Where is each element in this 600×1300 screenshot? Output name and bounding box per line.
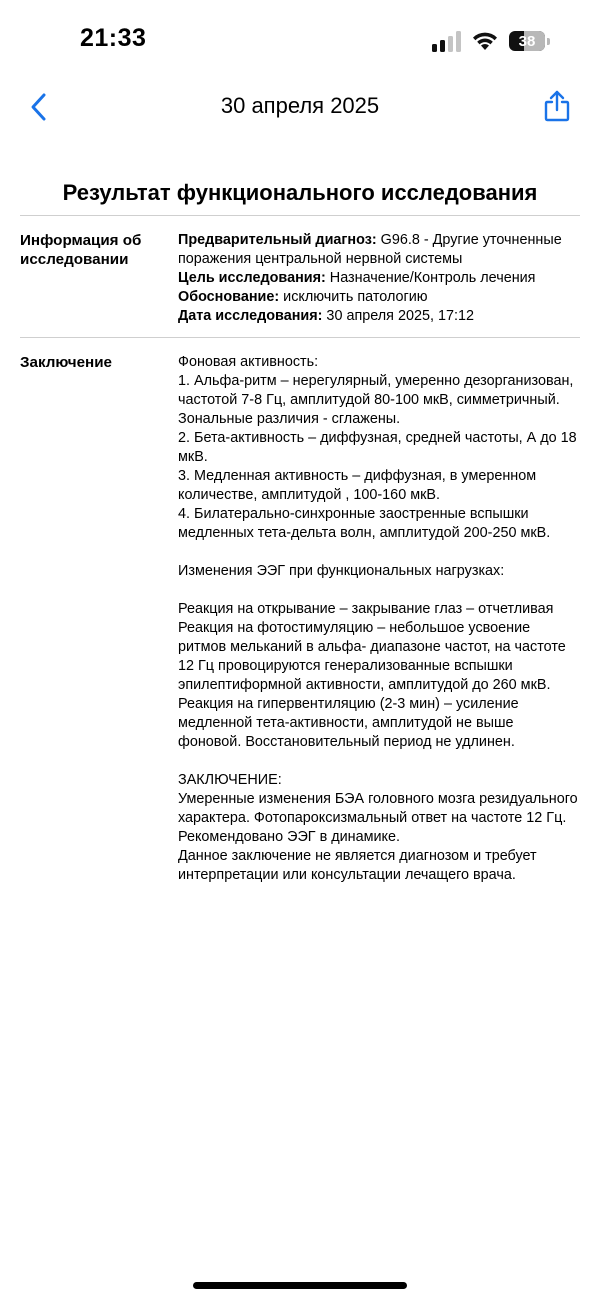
field-key: Обоснование: [178, 289, 280, 305]
field-value: исключить патологию [279, 289, 428, 305]
conclusion-paragraph: Фоновая активность: [178, 354, 319, 370]
share-icon [544, 90, 570, 122]
divider [20, 215, 580, 216]
home-indicator[interactable] [193, 1282, 407, 1289]
conclusion-paragraph: Умеренные изменения БЭА головного мозга резидуального характера. Фотопароксизмальный ответ на частоте 12 Гц. [178, 791, 578, 826]
conclusion-section-body [178, 353, 580, 885]
info-field [178, 288, 580, 307]
info-section-body [178, 231, 580, 326]
conclusion-paragraph: Реакция на открывание – закрывание глаз – отчетливая [178, 601, 554, 617]
status-time: 21:33 [80, 24, 147, 52]
conclusion-paragraph: ЗАКЛЮЧЕНИЕ: [178, 772, 282, 788]
conclusion-paragraph: Реакция на гипервентиляцию (2-3 мин) – усиление медленной тета-активности, амплитудой не выше фоновой. Восстановительный период не удлинен. [178, 696, 519, 750]
info-section-label: Информация об исследовании [20, 232, 142, 268]
info-section [20, 231, 580, 326]
conclusion-paragraph: Реакция на фотостимуляцию – небольшое усвоение ритмов мельканий в альфа- диапазоне частот, на частоте 12 Гц провоцируются генерализованные вспышки эпилептиформной активности, амплитудой до 260 мкВ. [178, 620, 566, 693]
paragraph-gap [178, 581, 580, 600]
battery-level: 38 [518, 32, 536, 50]
info-field [178, 231, 580, 269]
paragraph-gap [178, 752, 580, 771]
conclusion-paragraph: Рекомендовано ЭЭГ в динамике. [178, 829, 401, 845]
nav-bar [0, 80, 600, 136]
info-field [178, 269, 580, 288]
cellular-signal-icon [432, 30, 461, 52]
battery-icon [509, 31, 545, 51]
nav-title: 30 апреля 2025 [220, 93, 380, 118]
conclusion-paragraph: 3. Медленная активность – диффузная, в умеренном количестве, амплитудой , 100-160 мкВ. [178, 468, 537, 503]
field-value: 30 апреля 2025, 17:12 [322, 308, 474, 324]
field-key: Дата исследования: [178, 308, 323, 324]
conclusion-paragraph: Изменения ЭЭГ при функциональных нагрузках: [178, 563, 505, 579]
status-icons [432, 27, 550, 55]
field-value: G96.8 - Другие уточненные поражения центральной нервной системы [178, 232, 562, 267]
share-button[interactable] [542, 88, 572, 124]
wifi-icon [471, 30, 499, 52]
field-value: Назначение/Контроль лечения [325, 270, 536, 286]
conclusion-paragraph: 1. Альфа-ритм – нерегулярный, умеренно дезорганизован, частотой 7-8 Гц, амплитудой 80-100 мкВ, симметричный. Зональные различия - сглажены. [178, 373, 574, 427]
info-field [178, 307, 580, 326]
status-bar [0, 0, 600, 80]
field-key: Цель исследования: [178, 270, 326, 286]
conclusion-paragraph: Данное заключение не является диагнозом и требует интерпретации или консультации лечащего врача. [178, 848, 537, 883]
conclusion-section-label: Заключение [20, 354, 113, 371]
conclusion-paragraph: 4. Билатерально-синхронные заостренные вспышки медленных тета-дельта волн, амплитудой 200-250 мкВ. [178, 506, 551, 541]
field-key: Предварительный диагноз: [178, 232, 377, 248]
conclusion-section [20, 353, 580, 885]
paragraph-gap [178, 543, 580, 562]
document-title: Результат функционального исследования [62, 180, 538, 205]
conclusion-paragraph: 2. Бета-активность – диффузная, средней частоты, А до 18 мкВ. [178, 430, 577, 465]
divider [20, 337, 580, 338]
